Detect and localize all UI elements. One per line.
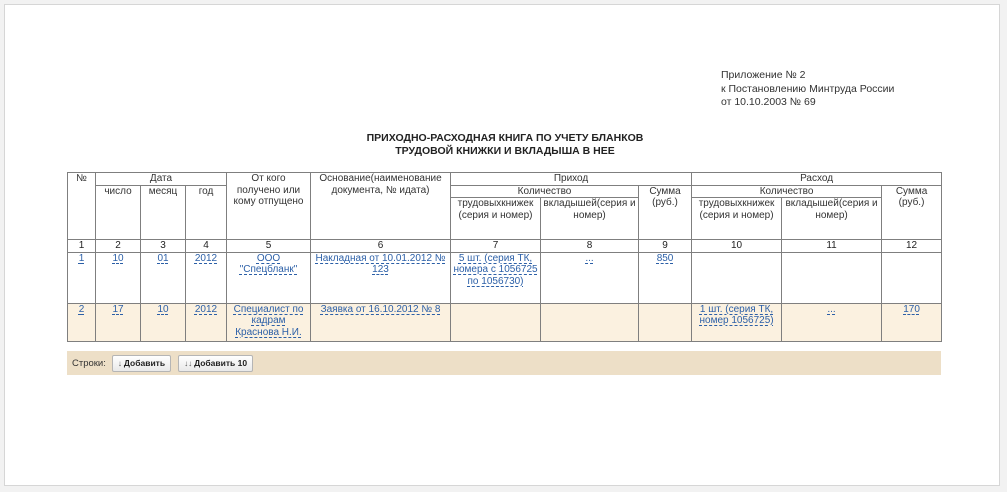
header-row-1 (68, 173, 942, 186)
cell-basis[interactable] (311, 303, 451, 341)
row-year-link[interactable]: 2012 (194, 303, 218, 315)
header-income-books: трудовыхкнижек (серия и номер) (451, 198, 541, 240)
col-number: 12 (882, 240, 942, 253)
col-number: 3 (141, 240, 186, 253)
cell-income-inserts[interactable] (541, 252, 639, 303)
appendix-line-1: Приложение № 2 (721, 69, 806, 81)
cell-income-books[interactable] (451, 303, 541, 341)
row-expense-books-link[interactable]: 1 шт. (серия ТК, номер 1056725) (699, 303, 774, 326)
row-day-link[interactable]: 17 (112, 303, 124, 315)
cell-basis[interactable] (311, 252, 451, 303)
cell-month[interactable] (141, 252, 186, 303)
header-income-qty: Количество (451, 185, 639, 198)
row-income-sum-link[interactable]: 850 (656, 252, 674, 264)
row-month-link[interactable]: 10 (157, 303, 169, 315)
header-num: № (68, 173, 96, 240)
header-income: Приход (451, 173, 692, 186)
col-number: 6 (311, 240, 451, 253)
rows-label: Строки: (72, 357, 106, 369)
col-number: 11 (782, 240, 882, 253)
cell-year[interactable] (186, 252, 227, 303)
column-number-row (68, 240, 942, 253)
row-num-link[interactable]: 1 (78, 252, 85, 264)
col-number: 5 (227, 240, 311, 253)
row-num-link[interactable]: 2 (78, 303, 85, 315)
header-year: год (186, 185, 227, 240)
row-income-books-link[interactable]: 5 шт. (серия ТК, номера с 1056725 по 1056730) (453, 252, 538, 287)
cell-expense-books[interactable] (692, 303, 782, 341)
row-from-whom-link[interactable]: Специалист по кадрам Краснова Н.И. (233, 303, 304, 338)
double-arrow-down-icon: ↓↓ (184, 358, 193, 368)
header-date: Дата (96, 173, 227, 186)
header-income-inserts: вкладышей(серия и номер) (541, 198, 639, 240)
col-number: 2 (96, 240, 141, 253)
row-from-whom-link[interactable]: ООО "Спецбланк" (239, 252, 298, 275)
header-expense-books: трудовыхкнижек (серия и номер) (692, 198, 782, 240)
cell-day[interactable] (96, 303, 141, 341)
appendix-note (721, 69, 894, 110)
cell-income-sum[interactable] (639, 303, 692, 341)
row-day-link[interactable]: 10 (112, 252, 124, 264)
row-expense-sum-link[interactable]: 170 (903, 303, 920, 315)
cell-year[interactable] (186, 303, 227, 341)
cell-num[interactable] (68, 303, 96, 341)
cell-from-whom[interactable] (227, 303, 311, 341)
row-basis-link[interactable]: Накладная от 10.01.2012 № 123 (315, 252, 446, 275)
cell-from-whom[interactable] (227, 252, 311, 303)
appendix-line-3: от 10.10.2003 № 69 (721, 96, 816, 108)
header-month: месяц (141, 185, 186, 240)
cell-income-inserts[interactable] (541, 303, 639, 341)
col-number: 7 (451, 240, 541, 253)
header-income-sum: Сумма (руб.) (639, 185, 692, 240)
rows-toolbar (67, 351, 941, 375)
row-year-link[interactable]: 2012 (194, 252, 218, 264)
header-expense: Расход (692, 173, 942, 186)
document-title (285, 132, 725, 158)
add-row-button[interactable] (112, 355, 171, 372)
col-number: 9 (639, 240, 692, 253)
table-row (68, 252, 942, 303)
arrow-down-icon: ↓ (117, 358, 122, 368)
row-expense-inserts-link[interactable]: ... (827, 303, 836, 315)
add-row-button-label: Добавить (123, 357, 166, 368)
cell-expense-books[interactable] (692, 252, 782, 303)
cell-month[interactable] (141, 303, 186, 341)
header-basis: Основание(наименование документа, № идата) (311, 173, 451, 240)
cell-num[interactable] (68, 252, 96, 303)
cell-expense-inserts[interactable] (782, 252, 882, 303)
add-10-rows-button-label: Добавить 10 (194, 357, 248, 368)
cell-income-books[interactable] (451, 252, 541, 303)
add-10-rows-button[interactable] (178, 355, 253, 372)
appendix-line-2: к Постановлению Минтруда России (721, 82, 895, 95)
header-expense-inserts: вкладышей(серия и номер) (782, 198, 882, 240)
cell-expense-sum[interactable] (882, 303, 942, 341)
col-number: 8 (541, 240, 639, 253)
row-month-link[interactable]: 01 (157, 252, 169, 264)
row-basis-link[interactable]: Заявка от 16.10.2012 № 8 (320, 303, 441, 315)
header-from-whom: От кого получено или кому отпущено (227, 173, 311, 240)
document-page (4, 4, 1000, 486)
cell-income-sum[interactable] (639, 252, 692, 303)
header-expense-qty: Количество (692, 185, 882, 198)
title-line-2: ТРУДОВОЙ КНИЖКИ И ВКЛАДЫША В НЕЕ (395, 145, 615, 157)
cell-day[interactable] (96, 252, 141, 303)
cell-expense-inserts[interactable] (782, 303, 882, 341)
header-expense-sum: Сумма (руб.) (882, 185, 942, 240)
header-day: число (96, 185, 141, 240)
col-number: 4 (186, 240, 227, 253)
col-number: 1 (68, 240, 96, 253)
cell-expense-sum[interactable] (882, 252, 942, 303)
ledger-table (67, 172, 942, 342)
row-income-inserts-link[interactable]: ... (585, 252, 594, 264)
title-line-1: ПРИХОДНО-РАСХОДНАЯ КНИГА ПО УЧЕТУ БЛАНКОВ (366, 132, 644, 144)
col-number: 10 (692, 240, 782, 253)
table-row (68, 303, 942, 341)
header-row-2 (68, 185, 942, 198)
